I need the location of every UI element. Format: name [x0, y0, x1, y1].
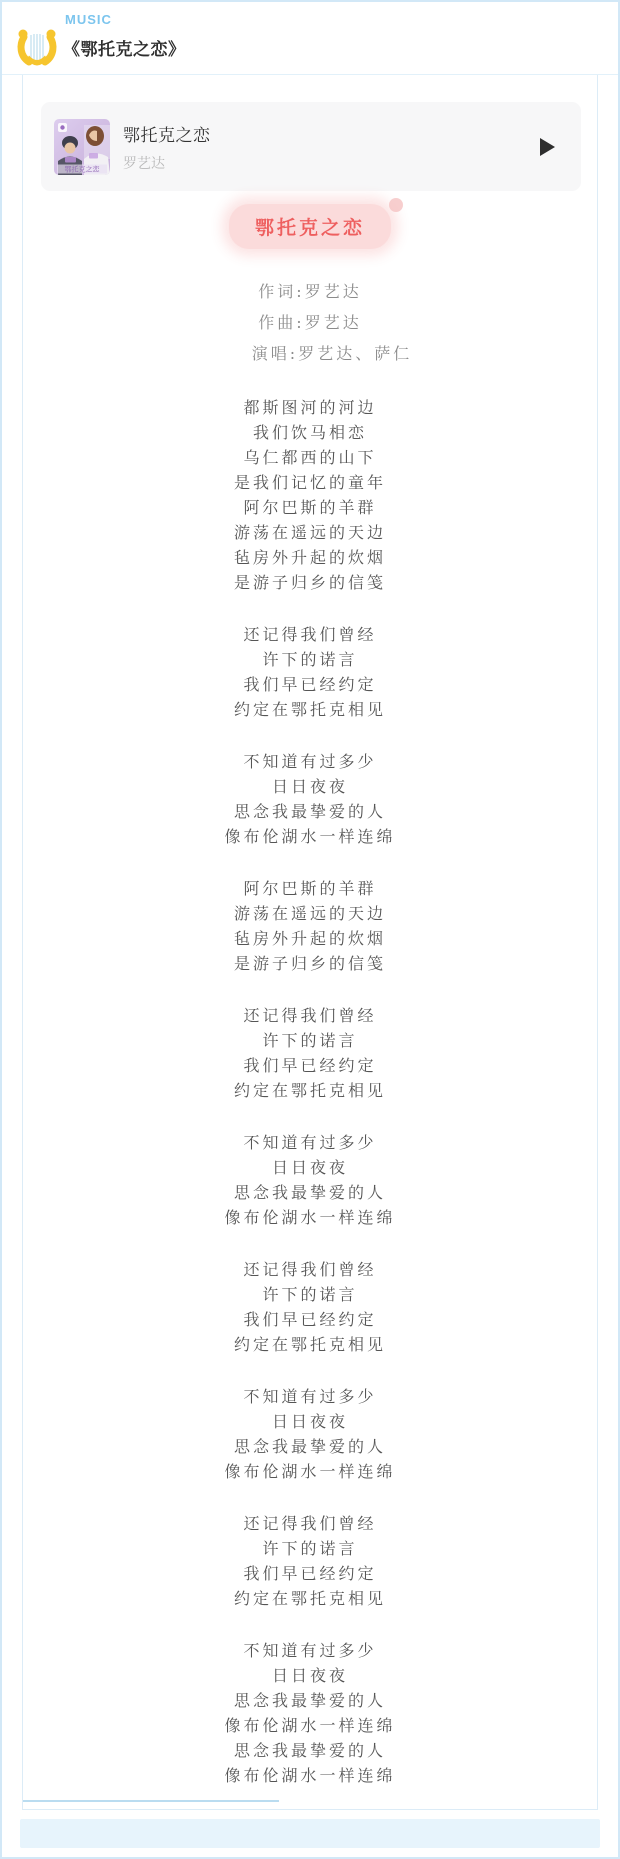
- lyric-line: 约定在鄂托克相见: [233, 1081, 386, 1100]
- header: [2, 2, 618, 75]
- lyrics-title-badge: [229, 204, 391, 249]
- lyric-line: 还记得我们曾经: [243, 1260, 377, 1279]
- lyric-line: 不知道有过多少: [243, 1641, 377, 1660]
- lyric-line: 不知道有过多少: [243, 1387, 377, 1406]
- music-eyebrow: MUSIC: [65, 12, 112, 27]
- lyric-line: 像布伦湖水一样连绵: [224, 827, 396, 846]
- stanza: [23, 876, 597, 976]
- lyric-line: 许下的诺言: [262, 1539, 358, 1558]
- stanza: [23, 1130, 597, 1230]
- lyric-line: 我们早已经约定: [243, 1564, 377, 1583]
- lyric-line: 游荡在遥远的天边: [233, 523, 386, 542]
- album-cover-text: 鄂托克之恋: [64, 166, 100, 173]
- lyric-line: 思念我最挚爱的人: [233, 1183, 386, 1202]
- lyric-line: 我们早已经约定: [243, 1310, 377, 1329]
- lyric-line: 是我们记忆的童年: [233, 473, 386, 492]
- stanza: [23, 1638, 597, 1788]
- lyric-line: 阿尔巴斯的羊群: [243, 498, 377, 517]
- lyric-line: 我们饮马相恋: [252, 423, 367, 442]
- credits: [23, 276, 597, 369]
- lyric-line: 我们早已经约定: [243, 1056, 377, 1075]
- lyric-line: 日日夜夜: [271, 1412, 348, 1431]
- partial-divider-line: [23, 1800, 279, 1802]
- credit-line: 演唱:罗艺达、萨仁: [251, 344, 413, 363]
- lyric-line: 乌仁都西的山下: [243, 448, 377, 467]
- lyric-line: 阿尔巴斯的羊群: [243, 879, 377, 898]
- lyric-line: 约定在鄂托克相见: [233, 1335, 386, 1354]
- lyric-line: 还记得我们曾经: [243, 1514, 377, 1533]
- lyric-line: 还记得我们曾经: [243, 1006, 377, 1025]
- player-song-title: 鄂托克之恋: [123, 125, 211, 145]
- lyrics-title: 鄂托克之恋: [254, 218, 365, 239]
- badge-dot-decoration: [389, 198, 403, 212]
- lyric-line: 不知道有过多少: [243, 1133, 377, 1152]
- lyric-line: 还记得我们曾经: [243, 625, 377, 644]
- lyrics-title-wrap: [23, 204, 597, 254]
- play-button[interactable]: [540, 138, 555, 156]
- lyric-line: 都斯图河的河边: [243, 398, 377, 417]
- lyric-line: 许下的诺言: [262, 1031, 358, 1050]
- player-artist-name: 罗艺达: [123, 154, 165, 171]
- lyric-line: 像布伦湖水一样连绵: [224, 1766, 396, 1785]
- lyre-icon: [15, 26, 59, 72]
- lyrics-stanzas: [23, 395, 597, 1788]
- lyric-line: 毡房外升起的炊烟: [233, 548, 386, 567]
- lyric-line: 是游子归乡的信笺: [233, 573, 386, 592]
- lyric-line: 毡房外升起的炊烟: [233, 929, 386, 948]
- stanza: [23, 1384, 597, 1484]
- lyric-line: 像布伦湖水一样连绵: [224, 1462, 396, 1481]
- lyrics-section: [23, 204, 597, 1788]
- stanza: [23, 622, 597, 722]
- lyric-line: 约定在鄂托克相见: [233, 700, 386, 719]
- credit-line: 作词:罗艺达: [258, 282, 362, 301]
- lyric-line: 我们早已经约定: [243, 675, 377, 694]
- lyric-line: 是游子归乡的信笺: [233, 954, 386, 973]
- stanza: [23, 395, 597, 595]
- lyric-line: 游荡在遥远的天边: [233, 904, 386, 923]
- page-title: 《鄂托克之恋》: [63, 40, 186, 59]
- stanza: [23, 749, 597, 849]
- footer-bar: [20, 1819, 600, 1848]
- lyric-line: 思念我最挚爱的人: [233, 802, 386, 821]
- lyric-line: 日日夜夜: [271, 1666, 348, 1685]
- lyric-line: 像布伦湖水一样连绵: [224, 1208, 396, 1227]
- lyric-line: 约定在鄂托克相见: [233, 1589, 386, 1608]
- lyric-line: 日日夜夜: [271, 1158, 348, 1177]
- lyric-line: 许下的诺言: [262, 650, 358, 669]
- lyric-line: 像布伦湖水一样连绵: [224, 1716, 396, 1735]
- lyric-line: 许下的诺言: [262, 1285, 358, 1304]
- lyric-line: 不知道有过多少: [243, 752, 377, 771]
- stanza: [23, 1003, 597, 1103]
- lyric-line: 思念我最挚爱的人: [233, 1741, 386, 1760]
- album-art: [54, 119, 110, 175]
- player-meta: [123, 121, 540, 173]
- stanza: [23, 1257, 597, 1357]
- lyric-line: 思念我最挚爱的人: [233, 1437, 386, 1456]
- lyric-line: 日日夜夜: [271, 777, 348, 796]
- content-box: [22, 75, 598, 1810]
- lyric-line: 思念我最挚爱的人: [233, 1691, 386, 1710]
- stanza: [23, 1511, 597, 1611]
- music-player-card[interactable]: [41, 102, 581, 191]
- credit-line: 作曲:罗艺达: [258, 313, 362, 332]
